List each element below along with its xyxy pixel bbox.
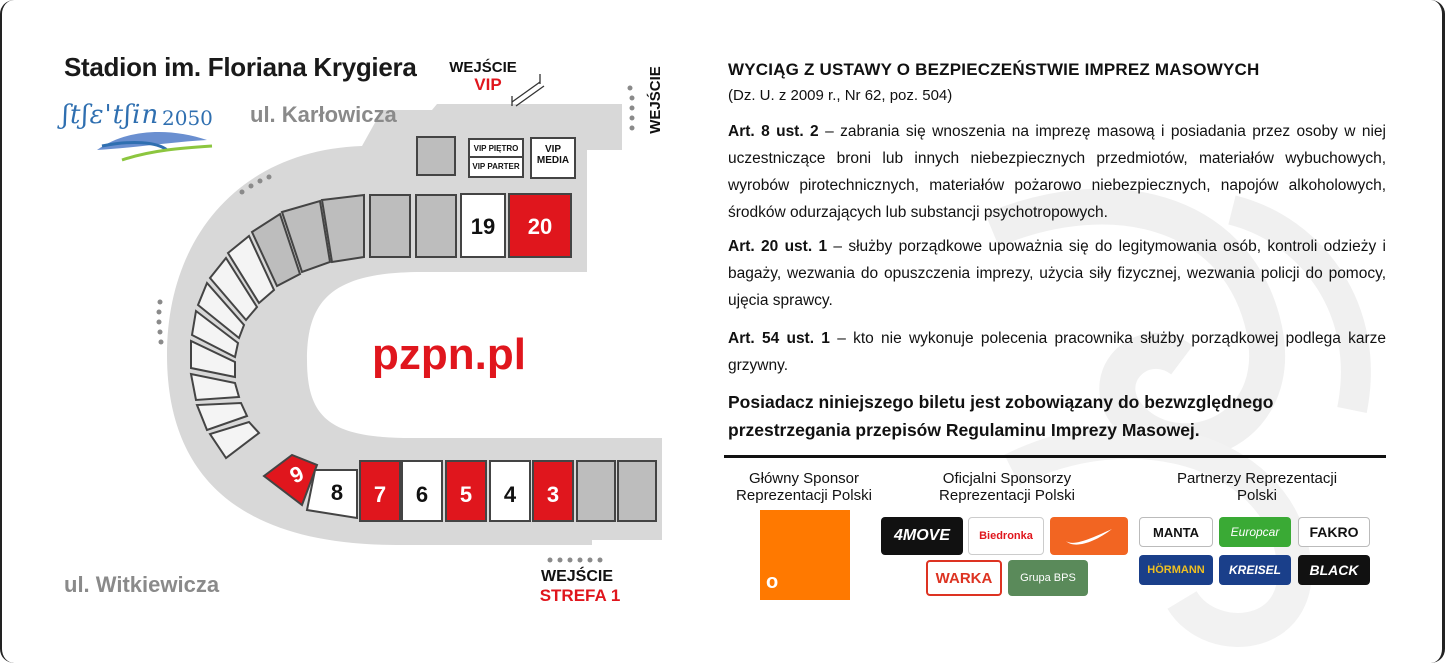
nike-swoosh-icon: [1064, 525, 1114, 547]
black-logo: BLACK: [1298, 555, 1370, 585]
manta-logo: MANTA: [1139, 517, 1213, 547]
sector-7-label: 7: [373, 482, 387, 507]
art20-head: Art. 20 ust. 1: [728, 238, 828, 255]
kreisel-logo: KREISEL: [1219, 555, 1291, 585]
warka-logo: WARKA: [926, 560, 1002, 596]
sector-5-label: 5: [459, 482, 473, 507]
website-link[interactable]: pzpn.pl: [372, 330, 526, 379]
art8-text: – zabrania się wnoszenia na imprezę masową i posiadania przez osoby w niej uczestniczące broni lub innych niebezpiecznych przedmiotów, materiałów wybuchowych, wyrobów pirotechnicznych, materiałów pożarowo niebezpiecznych, napojów alkoholowych, środków odurzających lub substancji psychotropowych.: [728, 123, 1386, 221]
vip-ground-box: VIP PARTER: [468, 156, 524, 178]
biedronka-logo: Biedronka: [968, 517, 1044, 555]
sector-8-label: 8: [330, 480, 344, 505]
szczecin-logo-icon: [97, 132, 212, 160]
law-source: (Dz. U. z 2009 r., Nr 62, poz. 504): [728, 87, 953, 104]
vip-media-line1: VIP: [544, 144, 562, 155]
partners-heading: Partnerzy Reprezentacji Polski: [1176, 470, 1338, 504]
grupa-bps-logo: Grupa BPS: [1008, 560, 1088, 596]
vip-media-box: [530, 137, 576, 179]
vip-floor-box: VIP PIĘTRO: [468, 138, 524, 160]
orange-logo: o: [760, 510, 850, 600]
art54-paragraph: [728, 325, 1386, 379]
main-sponsor-heading: Główny Sponsor Reprezentacji Polski: [736, 470, 872, 504]
official-sponsors-heading: Oficjalni Sponsorzy Reprezentacji Polski: [939, 470, 1075, 504]
street-bottom: ul. Witkiewicza: [64, 572, 220, 597]
fakro-logo: FAKRO: [1298, 517, 1370, 547]
sector-9-label: 9: [285, 460, 308, 489]
art54-head: Art. 54 ust. 1: [728, 330, 830, 347]
sector-19-label: 19: [470, 214, 496, 239]
sector-3-label: 3: [546, 482, 560, 507]
street-top: ul. Karłowicza: [250, 102, 397, 127]
zone-entrance-label: WEJŚCIE: [540, 568, 613, 585]
vip-entrance-name: VIP: [474, 75, 502, 94]
art54-text: – kto nie wykonuje polecenia pracownika służby porządkowej podlega karze grzywny.: [728, 330, 1386, 374]
vip-media-line2: MEDIA: [536, 155, 570, 166]
art8-head: Art. 8 ust. 2: [728, 123, 819, 140]
stadium-name: Stadion im. Floriana Krygiera: [64, 52, 417, 82]
europcar-logo: Europcar: [1219, 517, 1291, 547]
nike-logo: [1050, 517, 1128, 555]
hormann-logo: HÖRMANN: [1139, 555, 1213, 585]
divider: [724, 455, 1386, 458]
holder-notice: Posiadacz niniejszego biletu jest zobowiązany do bezwzględnego przestrzegania przepisów Regulaminu Imprezy Masowej.: [728, 392, 1274, 440]
logo-year: 2050: [162, 106, 213, 130]
law-title: WYCIĄG Z USTAWY O BEZPIECZEŃSTWIE IMPREZ MASOWYCH: [728, 60, 1260, 79]
logo-text: ʃtʃɛ'tʃin: [62, 100, 160, 130]
art8-paragraph: [728, 118, 1386, 226]
art20-paragraph: [728, 233, 1386, 314]
zone-entrance-name: STREFA 1: [539, 586, 621, 605]
sector-6-label: 6: [415, 482, 429, 507]
sector-20-label: 20: [527, 214, 553, 239]
sector-4-label: 4: [503, 482, 517, 507]
vip-entrance-label: WEJŚCIE: [449, 59, 517, 76]
4move-logo: 4MOVE: [881, 517, 963, 555]
side-entrance-label: WEJŚCIE: [647, 66, 664, 134]
art20-text: – służby porządkowe upoważnia się do legitymowania osób, kontroli odzieży i bagaży, wezwania do opuszczenia imprezy, użycia siły fizycznej, wezwania policji do pomocy, ujęcia sprawcy.: [728, 238, 1387, 309]
